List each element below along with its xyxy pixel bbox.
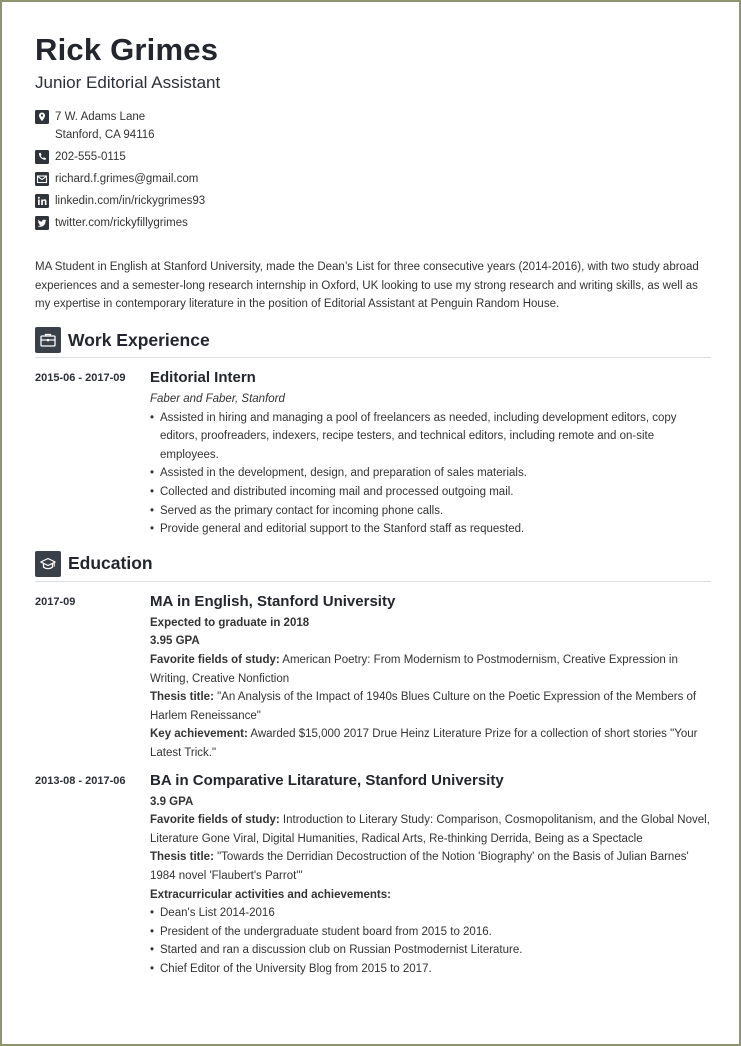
resume-content [35,32,711,979]
education-extra-label: Extracurricular activities and achievements: [150,888,391,901]
map-pin-icon [35,110,49,124]
list-item: • Assisted in the development, design, and preparation of sales materials. [150,464,711,483]
list-item: • Started and ran a discussion club on Russian Postmodernist Literature. [150,941,711,960]
linkedin-link[interactable]: linkedin.com/in/rickygrimes93 [55,195,206,207]
education-extra-bullets [150,904,711,978]
education-thesis: Thesis title: "An Analysis of the Impact of 1940s Blues Culture on the Poetic Expression of the Members of Harlem Reneissance" [150,691,697,722]
list-item: • Assisted in hiring and managing a pool of freelancers as needed, including development editors, copy editors, proofreaders, indexers, recipe testers, and technical editors, including remote and on-site employees. [150,409,711,465]
education-title: Education [68,553,153,574]
education-achievement: Key achievement: Awarded $15,000 2017 Drue Heinz Literature Prize for a collection of short stories "Your Latest Trick." [150,728,698,760]
address-line-2: Stanford, CA 94116 [55,129,155,141]
envelope-icon [35,172,49,186]
education-entry [35,592,711,763]
education-fields: Favorite fields of study: American Poetry: From Modernism to Postmodernism, Creative Expression in Writing, Creative Nonfiction [150,654,678,685]
work-entry-bullets [150,409,711,539]
twitter-icon [35,216,49,230]
education-gpa: 3.95 GPA [150,635,200,648]
education-entry-title: MA in English, Stanford University [150,592,396,610]
candidate-name: Rick Grimes [35,32,219,67]
phone-icon [35,150,49,164]
contact-list [35,108,711,232]
contact-twitter [35,214,711,232]
list-item: • President of the undergraduate student board from 2015 to 2016. [150,923,711,942]
education-entry-date: 2017-09 [35,595,76,608]
education-thesis: Thesis title: "Towards the Derridian Decostruction of the Notion 'Biography' on the Basis of Julian Barnes' 1984 novel 'Flaubert's Parrot'" [150,851,689,882]
work-entry [35,368,711,539]
phone-text: 202-555-0115 [55,151,126,163]
profile-summary: MA Student in English at Stanford University, made the Dean’s List for three consecutive years (2014-2016), with two study abroad experiences and a semester-long research internship in Oxford, UK looking to use my strong research and writing skills, as well as my expertise in contemporary literature in the position of Editorial Assistant at Penguin Random House. [35,261,699,311]
email-link[interactable]: richard.f.grimes@gmail.com [55,173,199,185]
education-entry [35,771,711,979]
education-entry-date: 2013-08 - 2017-06 [35,774,126,787]
education-header [35,551,711,582]
list-item: • Chief Editor of the University Blog from 2015 to 2017. [150,960,711,979]
contact-phone [35,148,711,166]
list-item: • Served as the primary contact for incoming phone calls. [150,502,711,521]
work-entry-company: Faber and Faber, Stanford [150,393,285,406]
education-gpa: 3.9 GPA [150,795,194,808]
briefcase-icon [35,327,61,353]
education-fields: Favorite fields of study: Introduction to Literary Study: Comparison, Cosmopolitanism, and the Global Novel, Literature Gone Viral, Digital Humanities, Radical Arts, Re-thinking Derrida, Being as a Spectacle [150,814,710,845]
list-item: • Collected and distributed incoming mail and processed outgoing mail. [150,483,711,502]
list-item: • Provide general and editorial support to the Stanford staff as requested. [150,520,711,539]
candidate-title: Junior Editorial Assistant [35,73,221,92]
work-experience-header [35,327,711,358]
address-line-1: 7 W. Adams Lane [55,111,146,123]
education-expected: Expected to graduate in 2018 [150,616,310,629]
graduation-cap-icon [35,551,61,577]
linkedin-icon [35,194,49,208]
list-item: • Dean's List 2014-2016 [150,904,711,923]
work-entry-date: 2015-06 - 2017-09 [35,372,126,385]
contact-email [35,170,711,188]
contact-linkedin [35,192,711,210]
twitter-link[interactable]: twitter.com/rickyfillygrimes [55,217,188,229]
education-entry-title: BA in Comparative Litarature, Stanford University [150,771,504,789]
work-entry-title: Editorial Intern [150,369,256,387]
contact-address [35,108,711,144]
work-experience-title: Work Experience [68,329,210,350]
